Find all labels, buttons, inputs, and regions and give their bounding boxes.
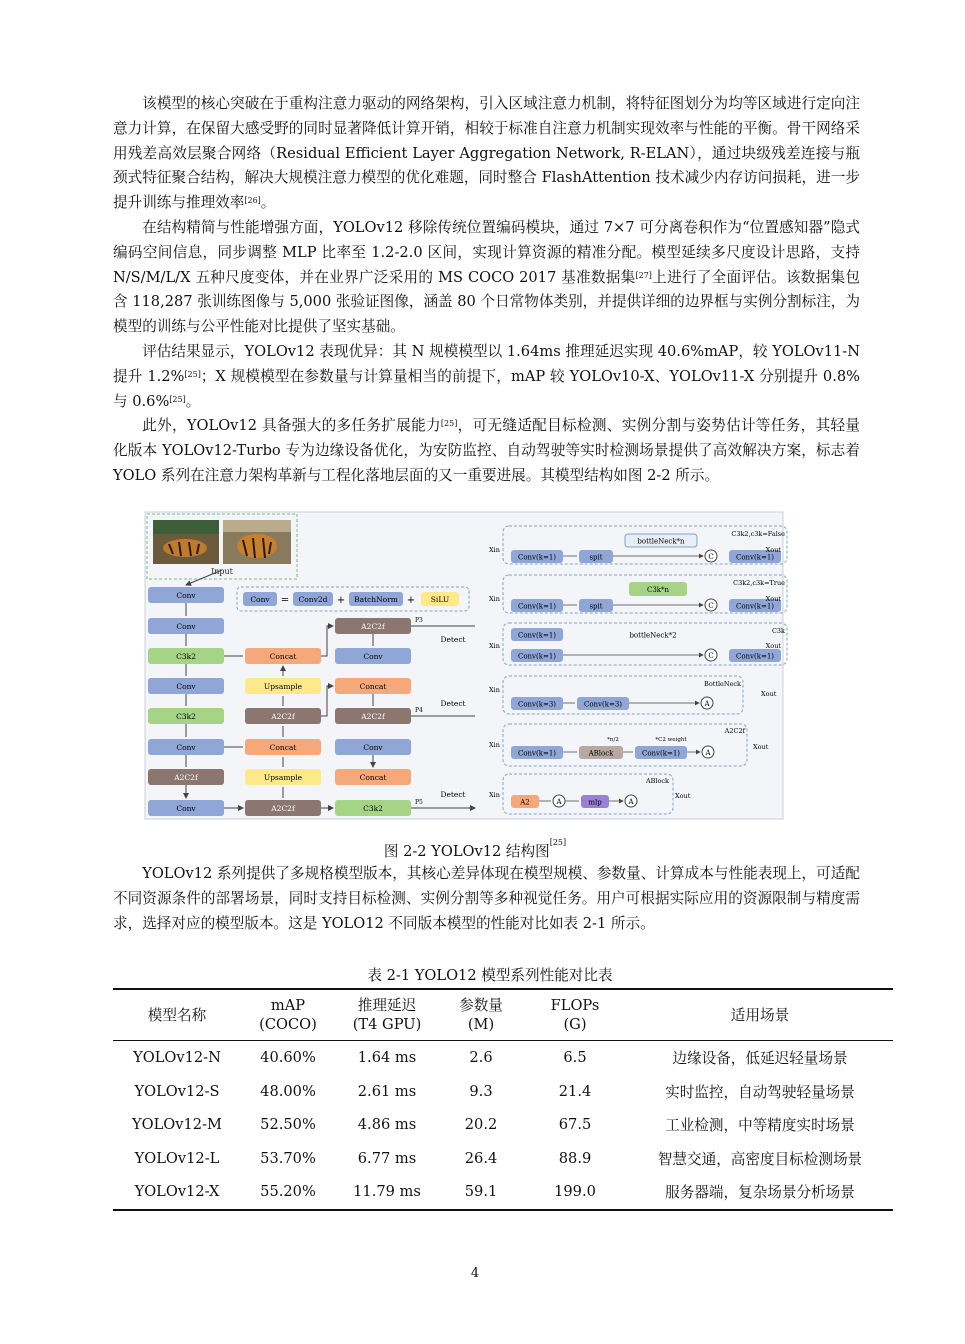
- figure-caption-citation: [25]: [549, 838, 567, 847]
- backbone-block-2-label: Conv: [176, 622, 196, 631]
- module-5-title: A2C2f: [724, 727, 745, 735]
- neck3-block-5-label: Conv: [363, 743, 383, 752]
- module-6-a2-label: A2: [520, 798, 530, 807]
- header-flops: [523, 989, 627, 1041]
- paragraph-1-tail: 。: [260, 194, 276, 212]
- module-3-inner-label: bottleNeck*2: [629, 631, 677, 640]
- header-map-l1: mAP: [270, 997, 306, 1014]
- page-number: 4: [470, 1266, 480, 1281]
- legend-conv2d-label: Conv2d: [298, 595, 328, 604]
- neck3-block-6-label: Concat: [359, 773, 387, 782]
- cell-map: 53.70%: [260, 1149, 316, 1167]
- cell-scenario: 工业检测，中等精度实时场景: [665, 1117, 855, 1135]
- neck2-block-3-label: A2C2f: [271, 712, 295, 721]
- cell-latency: 1.64 ms: [357, 1049, 417, 1067]
- legend-eq: =: [280, 595, 290, 606]
- paragraph-5: [113, 862, 860, 936]
- module-5-xout: Xout: [753, 743, 769, 751]
- table-row: [113, 1075, 893, 1109]
- header-map-l2: (COCO): [259, 1016, 317, 1033]
- cell-params: 26.4: [464, 1149, 498, 1167]
- header-scenario-label: 适用场景: [730, 1006, 790, 1024]
- cell-params: 59.1: [464, 1183, 498, 1201]
- paragraph-2: [113, 216, 860, 340]
- cell-model: YOLOv12-X: [134, 1183, 220, 1201]
- cell-flops: 199.0: [554, 1183, 596, 1201]
- header-params-l2: (M): [467, 1016, 495, 1033]
- citation: [26]: [244, 196, 261, 206]
- paragraph-3-text: 评估结果显示，YOLOv12 表现优异：其 N 规模模型以 1.64ms 推理延迟实现 40.6%mAP，较 YOLOv11-N 提升 1.2%: [113, 343, 860, 385]
- module-6-mlp-label: mlp: [588, 798, 602, 807]
- paragraph-5-text: YOLOv12 系列提供了多规格模型版本，其核心差异体现在模型规模、参数量、计算成本与性能表现上，可适配不同资源条件的部署场景，同时支持目标检测、实例分割等多种视觉任务。用户可根据实际应用的资源限制与精度需求，选择对应的模型版本。这是 YOLO12 不同版本模型的性能对比如表 2-1 所示。: [113, 865, 860, 932]
- module-1-conv2-label: Conv(k=1): [735, 553, 775, 562]
- module-1-title: C3k2,c3k=False: [731, 530, 785, 538]
- module-5-ablock-label: ABlock: [588, 749, 614, 758]
- yolov12-architecture-figure: [145, 512, 783, 819]
- paragraph-3-tail: ；X 规模模型在参数量与计算量相当的前提下，mAP 较 YOLOv10-X、YOLOv11-X 分别提升 0.8%与 0.6%: [113, 367, 860, 410]
- paragraph-2-tail: 上进行了全面评估。该数据集包含 118,287 张训练图像与 5,000 张验证图像，涵盖 80 个日常物体类别，并提供详细的边界框与实例分割标注，为模型的训练与公平性能对比提供了坚实基础。: [113, 268, 860, 336]
- legend-conv-label: Conv: [250, 595, 270, 604]
- cell-scenario: 实时监控，自动驾驶轻量场景: [665, 1083, 855, 1101]
- module-5-n2: *n/2: [607, 737, 619, 743]
- header-scenario: [627, 989, 893, 1041]
- backbone-block-1-label: Conv: [176, 591, 196, 600]
- module-1-conv1-label: Conv(k=1): [517, 553, 557, 562]
- module-4-title: BottleNeck: [704, 680, 741, 688]
- module-3-conv-a-label: Conv(k=1): [517, 631, 557, 640]
- neck3-block-4-label: A2C2f: [361, 712, 385, 721]
- backbone-block-8-label: Conv: [176, 804, 196, 813]
- paragraph-4-text: 此外，YOLOv12 具备强大的多任务扩展能力: [142, 417, 441, 434]
- neck3-block-2-label: Conv: [363, 652, 383, 661]
- figure-caption: [0, 840, 950, 861]
- cell-latency: 11.79 ms: [353, 1183, 421, 1201]
- neck2-block-6-label: A2C2f: [271, 804, 295, 813]
- cell-map: 55.20%: [260, 1183, 316, 1201]
- cell-scenario: 边缘设备，低延迟轻量场景: [672, 1050, 848, 1068]
- cell-scenario: 服务器端，复杂场景分析场景: [665, 1184, 855, 1202]
- module-5-conv1-label: Conv(k=1): [517, 749, 557, 758]
- header-flops-l1: FLOPs: [550, 997, 600, 1014]
- table-row: [113, 1142, 893, 1176]
- module-3-xin: Xin: [489, 642, 500, 650]
- paragraph-4: [113, 414, 860, 488]
- module-5-add-label: A: [705, 749, 711, 757]
- paragraph-1: [113, 92, 860, 216]
- cell-params: 9.3: [469, 1082, 493, 1100]
- cell-model: YOLOv12-S: [134, 1082, 220, 1100]
- header-model-name-label: 模型名称: [147, 1006, 207, 1024]
- cell-map: 40.60%: [260, 1049, 316, 1067]
- table-row: [113, 1108, 893, 1142]
- module-6-xin: Xin: [489, 791, 500, 799]
- input-label: Input: [211, 567, 233, 576]
- cell-map: 48.00%: [260, 1082, 316, 1100]
- module-3-conv-b-label: Conv(k=1): [517, 652, 557, 661]
- neck2-block-4-label: Concat: [269, 743, 297, 752]
- paragraph-4-tail: ，可无缝适配目标检测、实例分割与姿势估计等任务，其轻量化版本 YOLOv12-Turbo 专为边缘设备优化，为安防监控、自动驾驶等实时检测场景提供了高效解决方案，标志着 YOLO 系列在注意力架构革新与工程化落地层面的又一重要进展。其模型结构如图 2-2 所示。: [113, 417, 860, 484]
- backbone-block-5-label: C3k2: [176, 712, 196, 721]
- module-6-title: ABlock: [645, 777, 669, 785]
- neck2-block-1-label: Concat: [269, 652, 297, 661]
- module-5-conv2-label: Conv(k=1): [641, 749, 681, 758]
- module-3-title: C3k: [771, 627, 785, 635]
- p3-label: P3: [415, 617, 423, 624]
- neck2-block-5-label: Upsample: [263, 773, 303, 782]
- neck3-block-1-label: A2C2f: [361, 622, 385, 631]
- header-flops-l2: (G): [563, 1016, 587, 1033]
- legend-plus: +: [336, 595, 346, 606]
- module-3-conv2-label: Conv(k=1): [735, 652, 775, 661]
- cell-flops: 21.4: [558, 1082, 592, 1100]
- paragraph-3-tail-2: 。: [185, 392, 201, 410]
- neck3-block-7-label: C3k2: [363, 804, 383, 813]
- module-5-weight: *C2 weight: [655, 737, 687, 743]
- backbone-block-6-label: Conv: [176, 743, 196, 752]
- module-2-xout: Xout: [765, 595, 781, 603]
- module-3-concat-label: C: [708, 652, 714, 660]
- detect-label-p5: Detect: [440, 790, 466, 799]
- module-6-add-2-label: A: [628, 798, 634, 806]
- cell-model: YOLOv12-L: [134, 1149, 220, 1167]
- legend-plus-2: +: [406, 595, 416, 606]
- cell-latency: 4.86 ms: [357, 1116, 417, 1134]
- cell-flops: 6.5: [563, 1049, 587, 1067]
- detect-label-p4: Detect: [440, 699, 466, 708]
- neck3-block-3-label: Concat: [359, 682, 387, 691]
- figure-caption-text: 图 2-2 YOLOv12 结构图: [383, 843, 550, 860]
- cell-scenario: 智慧交通，高密度目标检测场景: [657, 1150, 863, 1168]
- module-1-xout: Xout: [765, 546, 781, 554]
- module-1-inner-label: bottleNeck*n: [637, 537, 685, 546]
- module-6-add-label: A: [556, 798, 562, 806]
- header-map: [241, 989, 335, 1041]
- neck2-block-2-label: Upsample: [263, 682, 303, 691]
- cell-model: YOLOv12-M: [132, 1116, 222, 1134]
- paragraph-1-text: 该模型的核心突破在于重构注意力驱动的网络架构，引入区域注意力机制，将特征图划分为均等区域进行定向注意力计算，在保留大感受野的同时显著降低计算开销，相较于标准自注意力机制实现效率与性能的平衡。骨干网络采用残差高效层聚合网络（Residual Efficient Layer Aggregation Network, R-ELAN），通过块级残差连接与瓶颈式特征聚合结构，解决大规模注意力模型的优化难题，同时整合 FlashAttention 技术减少内存访问损耗，进一步提升训练与推理效率: [113, 95, 860, 212]
- citation: [25]: [440, 419, 458, 428]
- cell-latency: 2.61 ms: [357, 1082, 417, 1100]
- header-params-l1: 参数量: [459, 997, 503, 1014]
- table-header-row: [113, 989, 893, 1041]
- cell-params: 2.6: [469, 1049, 493, 1067]
- cell-params: 20.2: [464, 1116, 498, 1134]
- module-4-conv1-label: Conv(k=3): [517, 700, 557, 709]
- detect-label-p3: Detect: [440, 635, 466, 644]
- module-6-xout: Xout: [675, 792, 691, 800]
- module-2-conv1-label: Conv(k=1): [517, 602, 557, 611]
- backbone-block-4-label: Conv: [176, 682, 196, 691]
- input-image-tiger-2: [223, 520, 291, 564]
- module-5-xin: Xin: [489, 741, 500, 749]
- table-row: [113, 1175, 893, 1210]
- p4-label: P4: [415, 707, 423, 714]
- paragraph-3: [113, 340, 860, 414]
- cell-model: YOLOv12-N: [133, 1049, 221, 1067]
- table-caption: [15, 964, 965, 985]
- module-2-title: C3k2,c3k=True: [733, 579, 785, 587]
- cell-flops: 67.5: [558, 1116, 592, 1134]
- module-4-xout: Xout: [761, 690, 777, 698]
- table-caption-text: 表 2-1 YOLO12 模型系列性能对比表: [367, 967, 613, 984]
- architecture-diagram: [145, 512, 783, 819]
- backbone-block-3-label: C3k2: [176, 652, 196, 661]
- legend-silu-label: SiLU: [430, 595, 450, 604]
- legend-batchnorm-label: BatchNorm: [354, 595, 398, 604]
- citation: [27]: [635, 270, 652, 280]
- p5-label: P5: [415, 799, 423, 806]
- module-3-xout: Xout: [765, 642, 781, 650]
- input-image-tiger-1: [153, 520, 219, 564]
- performance-table: [113, 988, 893, 1211]
- module-2-split-label: spit: [589, 602, 603, 611]
- citation: [25]: [169, 394, 186, 404]
- module-2-xin: Xin: [489, 595, 500, 603]
- header-model-name: [113, 989, 241, 1041]
- module-4-add-label: A: [704, 700, 710, 708]
- header-latency-l1: 推理延迟: [357, 997, 417, 1014]
- module-1-concat-label: C: [708, 553, 714, 561]
- header-latency: [335, 989, 439, 1041]
- backbone-block-7-label: A2C2f: [174, 773, 198, 782]
- module-2-concat-label: C: [708, 602, 714, 610]
- module-2-inner-label: C3k*n: [646, 586, 670, 594]
- cell-flops: 88.9: [558, 1149, 592, 1167]
- header-params: [439, 989, 523, 1041]
- module-2-conv2-label: Conv(k=1): [735, 602, 775, 611]
- header-latency-l2: (T4 GPU): [352, 1016, 422, 1033]
- cell-map: 52.50%: [260, 1116, 316, 1134]
- cell-latency: 6.77 ms: [357, 1149, 417, 1167]
- module-4-xin: Xin: [489, 686, 500, 694]
- module-1-xin: Xin: [489, 546, 500, 554]
- table-row: [113, 1041, 893, 1075]
- module-4-conv2-label: Conv(k=3): [583, 700, 623, 709]
- module-1-split-label: spit: [589, 553, 603, 562]
- paragraph-2-text: 在结构精简与性能增强方面，YOLOv12 移除传统位置编码模块，通过 7×7 可分离卷积作为“位置感知器”隐式编码空间信息，同步调整 MLP 比率至 1.2-2.0 区间，实现计算资源的精准分配。模型延续多尺度设计思路，支持 N/S/M/L/X 五种尺度变体，并在业界广泛采用的 MS COCO 2017 基准数据集: [113, 219, 860, 286]
- citation: [25]: [184, 369, 201, 379]
